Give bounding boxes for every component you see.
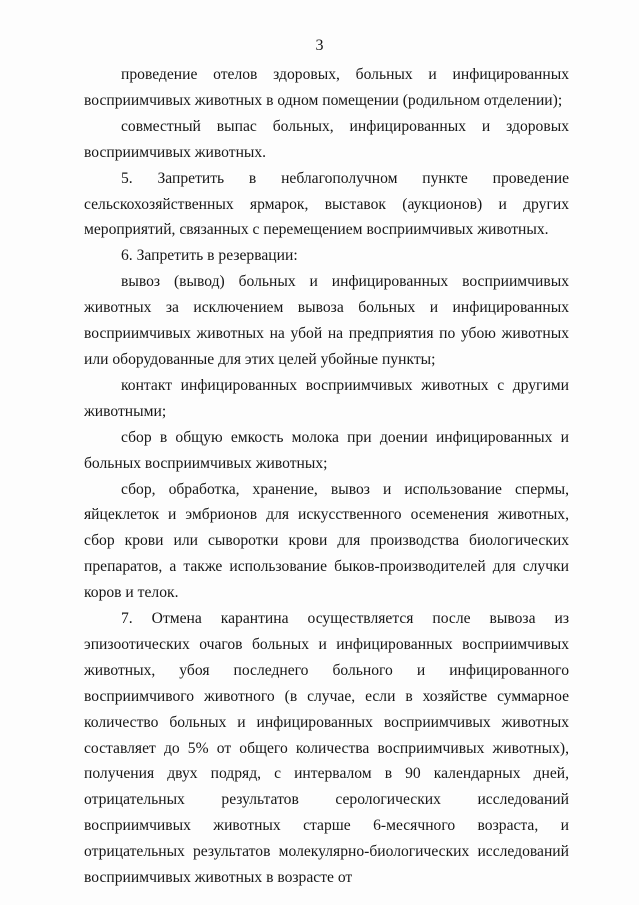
paragraph-calving: проведение отелов здоровых, больных и инфицированных восприимчивых животных в одном помещении (родильном отделении);: [84, 66, 569, 109]
page-number: 3: [315, 37, 324, 54]
paragraph-removal-of-animals: вывоз (вывод) больных и инфицированных восприимчивых животных за исключением вывоза больных и инфицированных восприимчивых животных на убой на предприятия по убою животных или оборудованные для этих целей убойные пункты;: [84, 273, 569, 368]
paragraph-joint-grazing: совместный выпас больных, инфицированных и здоровых восприимчивых животных.: [84, 117, 569, 161]
paragraph-sperm-collection: сбор, обработка, хранение, вывоз и использование спермы, яйцеклеток и эмбрионов для искусственного осеменения животных, сбор крови или сыворотки крови для производства биологических препаратов, а также использование быков-производителей для случки коров и телок.: [84, 480, 569, 602]
paragraph-item-6-heading: 6. Запретить в резервации:: [121, 247, 298, 265]
paragraph-item-5: 5. Запретить в неблагополучном пункте проведение сельскохозяйственных ярмарок, выставок (аукционов) и других мероприятий, связанных с перемещением восприимчивых животных.: [84, 169, 569, 239]
document-body: [84, 62, 569, 891]
paragraph-milk-collection: сбор в общую емкость молока при доении инфицированных и больных восприимчивых животных;: [84, 428, 569, 472]
paragraph-item-7: 7. Отмена карантина осуществляется после вывоза из эпизоотических очагов больных и инфицированных восприимчивых животных, убоя последнего больного и инфицированного восприимчивого животного (в случае, если в хозяйстве суммарное количество больных и инфицированных восприимчивых животных составляет до 5% от общего количества восприимчивых животных), получения двух подряд, с интервалом в 90 календарных дней, отрицательных результатов серологических исследований восприимчивых животных старше 6-месячного возраста, и отрицательных результатов молекулярно-биологических исследований восприимчивых животных в возрасте от: [84, 610, 569, 887]
paragraph-contact: контакт инфицированных восприимчивых животных с другими животными;: [84, 376, 569, 420]
